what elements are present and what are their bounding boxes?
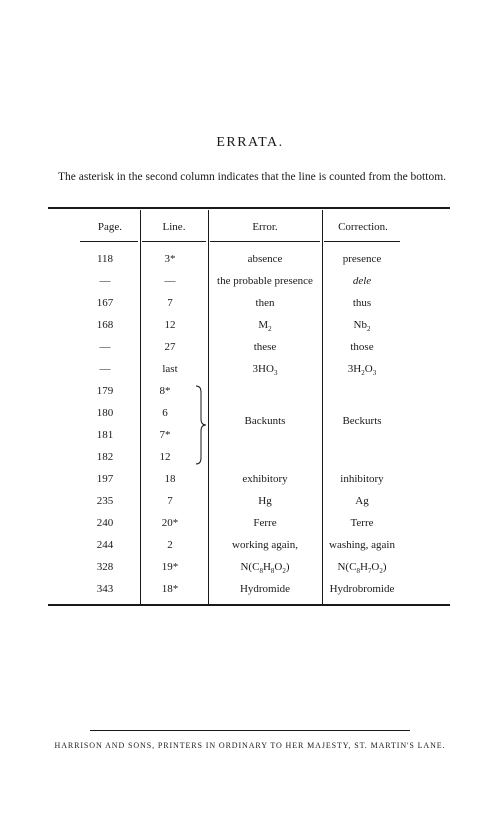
- error-cell: working again,: [232, 539, 298, 551]
- line-cell: 12: [164, 319, 176, 331]
- line-cell: 3*: [164, 253, 176, 265]
- line-cell: last: [162, 363, 178, 375]
- correction-cell: washing, again: [329, 539, 395, 551]
- page-cell: 244: [96, 539, 114, 551]
- page-cell: 167: [96, 297, 114, 309]
- error-cell: exhibitory: [242, 473, 288, 485]
- correction-cell: Hydrobromide: [329, 583, 395, 595]
- page-cell: 180: [96, 407, 114, 419]
- error-cell: then: [255, 297, 275, 309]
- correction-cell: $Nb_2$: [353, 319, 371, 334]
- page-cell: —: [99, 341, 111, 353]
- line-cell: 20*: [161, 517, 179, 529]
- table-bottom-rule: [48, 604, 450, 606]
- correction-cell: those: [350, 341, 374, 353]
- correction-cell: $N(C_8H_7O_2)$: [337, 561, 387, 576]
- table-row: [0, 251, 500, 271]
- table-row: [0, 339, 500, 359]
- correction-cell: Ag: [355, 495, 369, 507]
- line-cell: 18*: [161, 583, 179, 595]
- grouped-correction-cell: Beckurts: [342, 415, 382, 427]
- error-cell: Hg: [258, 495, 272, 507]
- page-cell: 197: [96, 473, 114, 485]
- table-row: [0, 471, 500, 491]
- header-line: Line.: [162, 221, 186, 233]
- correction-cell: dele: [352, 275, 372, 287]
- error-cell: these: [253, 341, 277, 353]
- page-cell: 181: [96, 429, 114, 441]
- header-rule-line: [142, 241, 206, 242]
- line-cell: 27: [164, 341, 176, 353]
- header-page: Page.: [97, 221, 123, 233]
- error-cell: $N(C_8H_8O_2)$: [240, 561, 290, 576]
- error-cell: $M_2$: [258, 319, 272, 334]
- line-cell: 19*: [161, 561, 179, 573]
- error-cell: Hydromide: [239, 583, 291, 595]
- page-cell: 182: [96, 451, 114, 463]
- table-row: [0, 295, 500, 315]
- table-top-rule: [48, 207, 450, 209]
- error-cell: $3HO_3$: [252, 363, 278, 378]
- table-row: [0, 427, 500, 447]
- page-cell: —: [99, 363, 111, 375]
- header-rule-correction: [324, 241, 400, 242]
- table-row: [0, 449, 500, 469]
- line-cell: —: [164, 275, 176, 287]
- page-cell: 168: [96, 319, 114, 331]
- correction-cell: $3H_2O_3$: [347, 363, 377, 378]
- page-cell: 179: [96, 385, 114, 397]
- line-cell: 7: [167, 297, 173, 309]
- header-rule-page: [80, 241, 138, 242]
- table-row: [0, 361, 500, 381]
- correction-cell: inhibitory: [340, 473, 384, 485]
- table-row: [0, 317, 500, 337]
- table-row: [0, 581, 500, 601]
- page-cell: 240: [96, 517, 114, 529]
- line-cell: 6: [162, 407, 168, 419]
- header-error: Error.: [252, 221, 278, 233]
- printer-imprint: HARRISON AND SONS, PRINTERS IN ORDINARY TO HER MAJESTY, ST. MARTIN'S LANE.: [54, 741, 446, 750]
- table-row: [0, 559, 500, 579]
- page-cell: 118: [96, 253, 114, 265]
- line-cell: 7: [167, 495, 173, 507]
- footer-rule: [90, 730, 410, 731]
- correction-cell: thus: [352, 297, 372, 309]
- error-cell: Ferre: [253, 517, 277, 529]
- grouped-error-cell: Backunts: [244, 415, 286, 427]
- error-cell: absence: [247, 253, 283, 265]
- table-row: [0, 537, 500, 557]
- correction-cell: presence: [342, 253, 382, 265]
- line-cell: 18: [164, 473, 176, 485]
- error-cell: the probable presence: [217, 275, 313, 287]
- header-rule-error: [210, 241, 320, 242]
- table-row: [0, 515, 500, 535]
- page-cell: 328: [96, 561, 114, 573]
- table-row: [0, 383, 500, 403]
- intro-note: The asterisk in the second column indicates that the line is counted from the bottom.: [57, 171, 447, 183]
- page-cell: 235: [96, 495, 114, 507]
- page-title: ERRATA.: [216, 135, 284, 150]
- table-row: [0, 493, 500, 513]
- page-cell: 343: [96, 583, 114, 595]
- line-cell: 7*: [159, 429, 171, 441]
- correction-cell: Terre: [350, 517, 374, 529]
- line-cell: 2: [167, 539, 173, 551]
- page-cell: —: [99, 275, 111, 287]
- line-cell: 12: [159, 451, 171, 463]
- table-row: [0, 273, 500, 293]
- brace-icon: [194, 384, 208, 466]
- line-cell: 8*: [159, 385, 171, 397]
- header-correction: Correction.: [338, 221, 388, 233]
